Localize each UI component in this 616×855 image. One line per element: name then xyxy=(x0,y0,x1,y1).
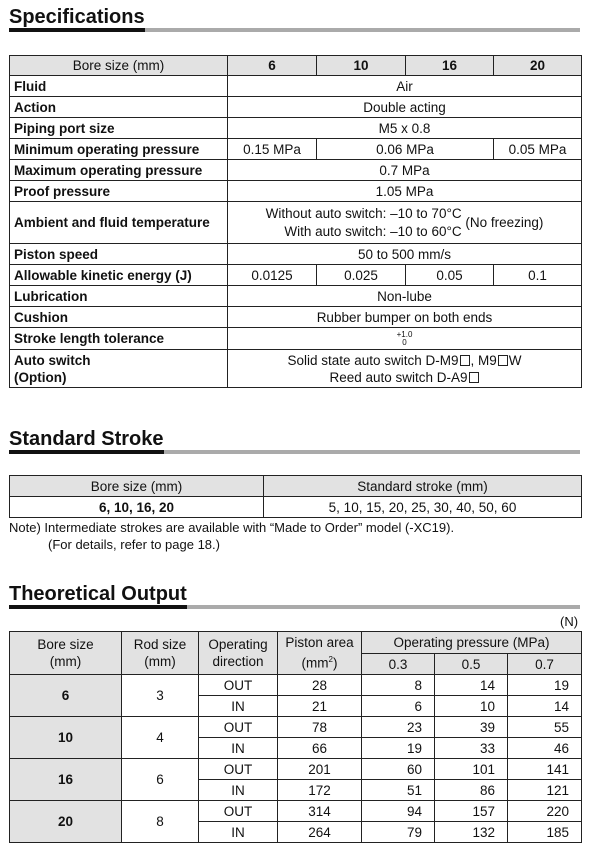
table-row xyxy=(10,328,582,350)
row-value: 0.7 MPa xyxy=(228,160,582,181)
table-row xyxy=(10,717,582,738)
standard-stroke-title: Standard Stroke xyxy=(9,428,164,450)
rod-cell: 3 xyxy=(122,675,199,717)
row-value: 0.0125 xyxy=(228,265,317,286)
output-cell: 10 xyxy=(435,696,508,717)
direction-cell: OUT xyxy=(199,717,278,738)
header-line: (mm) xyxy=(144,654,176,669)
row-label: Allowable kinetic energy (J) xyxy=(10,265,228,286)
output-cell: 23 xyxy=(362,717,435,738)
table-row xyxy=(10,265,582,286)
row-label xyxy=(10,350,228,388)
output-cell: 132 xyxy=(435,822,508,843)
output-cell: 220 xyxy=(508,801,582,822)
auto-switch-line-1: Solid state auto switch D-M9 xyxy=(287,352,459,368)
output-cell: 19 xyxy=(362,738,435,759)
bore-6-header: 6 xyxy=(228,56,317,76)
rod-size-header xyxy=(122,632,199,675)
row-label: Lubrication xyxy=(10,286,228,307)
output-cell: 51 xyxy=(362,780,435,801)
output-cell: 79 xyxy=(362,822,435,843)
theoretical-output-table xyxy=(9,631,582,843)
direction-cell: IN xyxy=(199,780,278,801)
output-cell: 101 xyxy=(435,759,508,780)
row-value: 0.025 xyxy=(317,265,406,286)
table-row xyxy=(10,675,582,696)
area-cell: 28 xyxy=(278,675,362,696)
temperature-lines xyxy=(266,205,462,241)
output-cell: 6 xyxy=(362,696,435,717)
output-cell: 86 xyxy=(435,780,508,801)
note-line-2: (For details, refer to page 18.) xyxy=(48,537,220,552)
row-value: Rubber bumper on both ends xyxy=(228,307,582,328)
bore-size-header xyxy=(10,632,122,675)
table-row xyxy=(10,202,582,244)
auto-switch-line-2: Reed auto switch D-A9 xyxy=(329,369,468,385)
row-value: 0.1 xyxy=(494,265,582,286)
area-cell: 201 xyxy=(278,759,362,780)
piston-area-header xyxy=(278,632,362,675)
header-line: ) xyxy=(332,655,338,671)
specifications-title: Specifications xyxy=(9,6,145,28)
table-row xyxy=(10,307,582,328)
output-cell: 157 xyxy=(435,801,508,822)
temperature-line-1: Without auto switch: –10 to 70°C xyxy=(265,205,462,221)
table-row xyxy=(10,160,582,181)
bore-cell: 10 xyxy=(10,717,122,759)
superscript: 2 xyxy=(328,655,333,665)
no-freezing-note: (No freezing) xyxy=(465,215,544,230)
bore-cell: 6 xyxy=(10,675,122,717)
direction-cell: OUT xyxy=(199,759,278,780)
auto-switch-option-label: (Option) xyxy=(14,369,67,385)
output-cell: 46 xyxy=(508,738,582,759)
bore-size-header: Bore size (mm) xyxy=(10,56,228,76)
row-label: Fluid xyxy=(10,76,228,97)
theoretical-output-title: Theoretical Output xyxy=(9,583,187,605)
output-cell: 60 xyxy=(362,759,435,780)
standard-stroke-table xyxy=(9,475,582,518)
row-value: 1.05 MPa xyxy=(228,181,582,202)
row-value xyxy=(228,350,582,388)
row-value: 0.05 MPa xyxy=(494,139,582,160)
output-cell: 185 xyxy=(508,822,582,843)
output-cell: 33 xyxy=(435,738,508,759)
temperature-line-2: With auto switch: –10 to 60°C xyxy=(284,223,462,239)
output-cell: 19 xyxy=(508,675,582,696)
placeholder-box-icon xyxy=(469,372,479,383)
header-line: (mm) xyxy=(49,654,82,669)
operating-pressure-header: Operating pressure (MPa) xyxy=(362,632,582,654)
area-cell: 66 xyxy=(278,738,362,759)
row-value: Non-lube xyxy=(228,286,582,307)
auto-switch-line-1-suffix: W xyxy=(508,352,522,368)
row-value xyxy=(228,328,582,350)
operating-direction-header xyxy=(199,632,278,675)
note-line-1: Note) Intermediate strokes are available with “Made to Order” model (-XC19). xyxy=(9,520,455,535)
area-cell: 21 xyxy=(278,696,362,717)
row-label: Proof pressure xyxy=(10,181,228,202)
section-divider xyxy=(9,450,580,454)
row-label: Action xyxy=(10,97,228,118)
row-label: Maximum operating pressure xyxy=(10,160,228,181)
bore-sizes-value: 6, 10, 16, 20 xyxy=(10,497,264,518)
area-cell: 264 xyxy=(278,822,362,843)
table-row xyxy=(10,139,582,160)
placeholder-box-icon xyxy=(498,355,508,366)
output-cell: 121 xyxy=(508,780,582,801)
rod-cell: 8 xyxy=(122,801,199,843)
table-row xyxy=(10,286,582,307)
direction-cell: IN xyxy=(199,696,278,717)
table-row xyxy=(10,181,582,202)
header-line: Operating xyxy=(208,637,268,652)
header-line: Bore size xyxy=(37,637,94,652)
table-row xyxy=(10,759,582,780)
row-value: 0.15 MPa xyxy=(228,139,317,160)
output-cell: 8 xyxy=(362,675,435,696)
table-row xyxy=(10,801,582,822)
output-cell: 55 xyxy=(508,717,582,738)
row-value: 0.06 MPa xyxy=(317,139,494,160)
table-row xyxy=(10,350,582,388)
bore-20-header: 20 xyxy=(494,56,582,76)
bore-10-header: 10 xyxy=(317,56,406,76)
row-value: M5 x 0.8 xyxy=(228,118,582,139)
rod-cell: 4 xyxy=(122,717,199,759)
placeholder-box-icon xyxy=(460,355,470,366)
rod-cell: 6 xyxy=(122,759,199,801)
table-row xyxy=(10,76,582,97)
pressure-0-5-header: 0.5 xyxy=(435,654,508,675)
area-cell: 172 xyxy=(278,780,362,801)
table-row xyxy=(10,244,582,265)
tolerance-lower: 0 xyxy=(402,337,407,347)
row-label: Minimum operating pressure xyxy=(10,139,228,160)
output-cell: 14 xyxy=(435,675,508,696)
section-divider xyxy=(9,605,580,609)
row-value: Double acting xyxy=(228,97,582,118)
bore-size-header: Bore size (mm) xyxy=(10,476,264,497)
header-line: direction xyxy=(212,654,264,669)
output-cell: 141 xyxy=(508,759,582,780)
tolerance-upper: +1.0 xyxy=(396,329,413,339)
pressure-0-3-header: 0.3 xyxy=(362,654,435,675)
stroke-note xyxy=(9,519,454,553)
bore-cell: 16 xyxy=(10,759,122,801)
table-row xyxy=(10,497,582,518)
row-label: Stroke length tolerance xyxy=(10,328,228,350)
direction-cell: OUT xyxy=(199,675,278,696)
bore-16-header: 16 xyxy=(406,56,494,76)
table-row xyxy=(10,118,582,139)
direction-cell: OUT xyxy=(199,801,278,822)
output-cell: 94 xyxy=(362,801,435,822)
unit-label: (N) xyxy=(560,614,579,629)
auto-switch-line-1-mid: , M9 xyxy=(470,352,497,368)
standard-stroke-header: Standard stroke (mm) xyxy=(264,476,582,497)
output-cell: 14 xyxy=(508,696,582,717)
row-value: 50 to 500 mm/s xyxy=(228,244,582,265)
table-row xyxy=(10,97,582,118)
auto-switch-label: Auto switch xyxy=(14,352,91,368)
row-label: Piston speed xyxy=(10,244,228,265)
area-cell: 314 xyxy=(278,801,362,822)
row-label: Ambient and fluid temperature xyxy=(10,202,228,244)
row-value: Air xyxy=(228,76,582,97)
header-line: (mm xyxy=(301,655,329,671)
section-divider xyxy=(9,28,580,32)
row-value: 0.05 xyxy=(406,265,494,286)
tolerance-value xyxy=(397,331,413,347)
direction-cell: IN xyxy=(199,738,278,759)
header-line: Rod size xyxy=(133,637,187,652)
specifications-table xyxy=(9,55,582,388)
bore-cell: 20 xyxy=(10,801,122,843)
strokes-value: 5, 10, 15, 20, 25, 30, 40, 50, 60 xyxy=(264,497,582,518)
row-value xyxy=(228,202,582,244)
area-cell: 78 xyxy=(278,717,362,738)
output-cell: 39 xyxy=(435,717,508,738)
row-label: Cushion xyxy=(10,307,228,328)
header-line: Piston area xyxy=(285,635,354,651)
row-label: Piping port size xyxy=(10,118,228,139)
pressure-0-7-header: 0.7 xyxy=(508,654,582,675)
direction-cell: IN xyxy=(199,822,278,843)
